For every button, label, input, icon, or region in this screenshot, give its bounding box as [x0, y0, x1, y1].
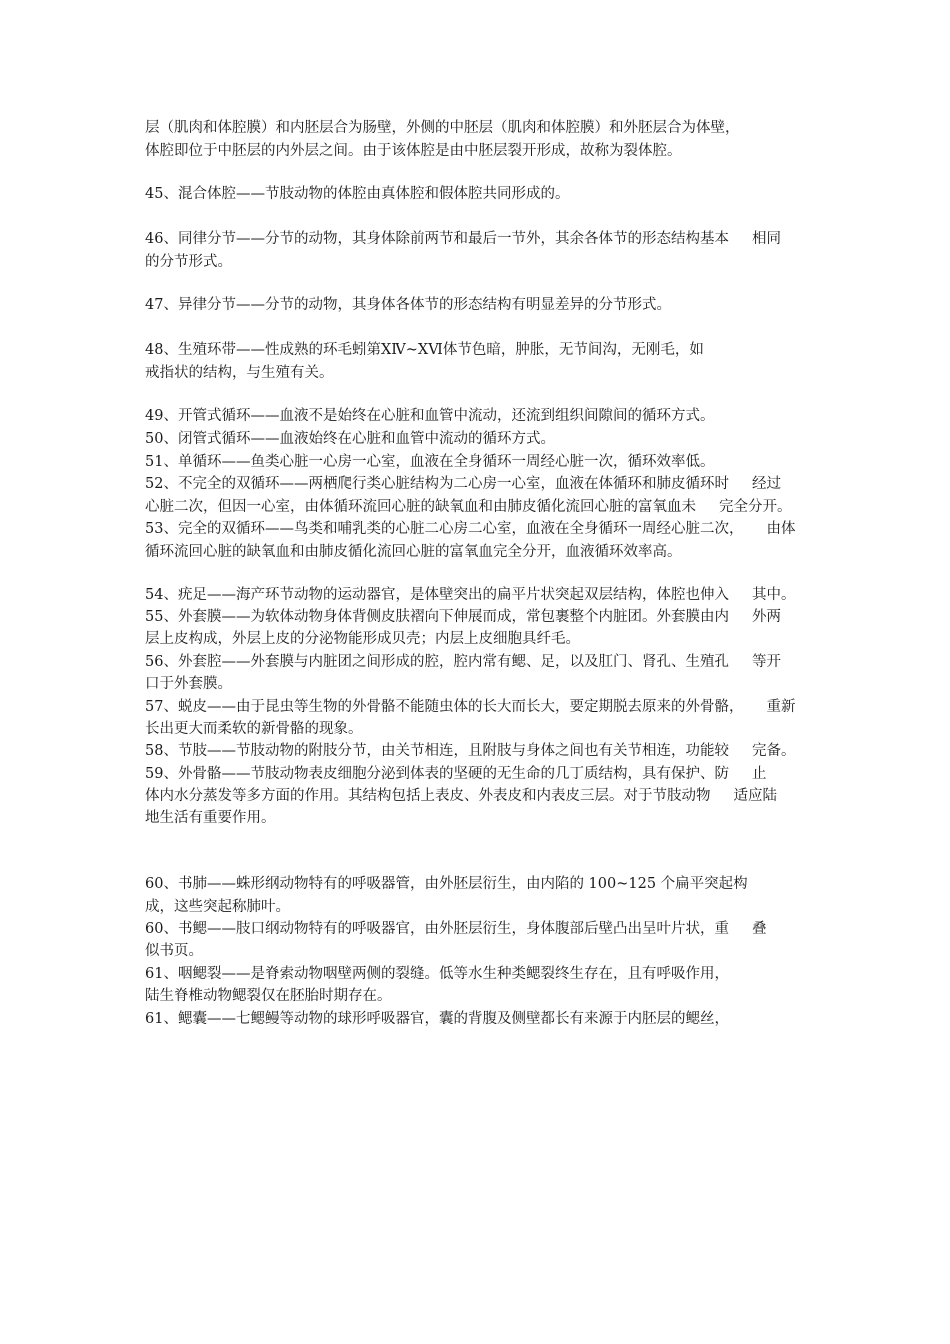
text-line: 58、节肢——节肢动物的附肢分节，由关节相连，且附肢与身体之间也有关节相连，功能较 完备。 — [145, 743, 796, 759]
text-line: 48、生殖环带——性成熟的环毛蚓第ⅩⅣ~ⅩⅥ体节色暗，肿胀，无节间沟，无刚毛，如 — [145, 342, 704, 358]
text-line: 50、闭管式循环——血液始终在心脏和血管中流动的循环方式。 — [145, 431, 555, 447]
text-line: 45、混合体腔——节肢动物的体腔由真体腔和假体腔共同形成的。 — [145, 186, 570, 202]
text-line: 层（肌肉和体腔膜）和内胚层合为肠壁，外侧的中胚层（肌肉和体腔膜）和外胚层合为体壁， — [145, 120, 740, 136]
text-line: 49、开管式循环——血液不是始终在心脏和血管中流动，还流到组织间隙间的循环方式。 — [145, 408, 715, 424]
text-line: 成，这些突起称肺叶。 — [145, 899, 290, 915]
text-line: 57、蜕皮——由于昆虫等生物的外骨骼不能随虫体的长大而长大，要定期脱去原来的外骨骼， 重新 — [145, 699, 796, 715]
text-line: 60、书鳃——肢口纲动物特有的呼吸器官，由外胚层衍生，身体腹部后壁凸出呈叶片状，重 叠 — [145, 921, 767, 937]
text-line: 56、外套腔——外套膜与内脏团之间形成的腔，腔内常有鳃、足，以及肛门、肾孔、生殖孔 等开 — [145, 654, 781, 670]
text-line: 53、完全的双循环——鸟类和哺乳类的心脏二心房二心室，血液在全身循环一周经心脏二次， 由体 — [145, 521, 796, 537]
text-line: 55、外套膜——为软体动物身体背侧皮肤褶向下伸展而成，常包裹整个内脏团。外套膜由内 外两 — [145, 609, 781, 625]
text-line: 心脏二次，但因一心室，由体循环流回心脏的缺氧血和由肺皮循化流回心脏的富氧血未 完全分开。 — [145, 499, 792, 515]
text-line: 46、同律分节——分节的动物，其身体除前两节和最后一节外，其余各体节的形态结构基本 相同 — [145, 231, 781, 247]
text-line: 61、咽鳃裂——是脊索动物咽壁两侧的裂缝。低等水生种类鳃裂终生存在，且有呼吸作用， — [145, 966, 729, 982]
text-line: 59、外骨骼——节肢动物表皮细胞分泌到体表的坚硬的无生命的几丁质结构，具有保护、防 止 — [145, 766, 767, 782]
text-line: 地生活有重要作用。 — [145, 810, 276, 826]
text-line: 层上皮构成，外层上皮的分泌物能形成贝壳；内层上皮细胞具纤毛。 — [145, 631, 580, 647]
text-line: 47、异律分节——分节的动物，其身体各体节的形态结构有明显差异的分节形式。 — [145, 297, 671, 313]
text-line: 体内水分蒸发等多方面的作用。其结构包括上表皮、外表皮和内表皮三层。对于节肢动物 适应陆 — [145, 788, 778, 804]
text-line: 51、单循环——鱼类心脏一心房一心室，血液在全身循环一周经心脏一次，循环效率低。 — [145, 454, 715, 470]
text-line: 61、鳃囊——七鳃鳗等动物的球形呼吸器官，囊的背腹及侧壁都长有来源于内胚层的鳃丝， — [145, 1011, 729, 1027]
text-line: 戒指状的结构，与生殖有关。 — [145, 365, 334, 381]
text-line: 口于外套膜。 — [145, 676, 232, 692]
text-line: 体腔即位于中胚层的内外层之间。由于该体腔是由中胚层裂开形成，故称为裂体腔。 — [145, 143, 682, 159]
text-line: 52、不完全的双循环——两栖爬行类心脏结构为二心房一心室，血液在体循环和肺皮循环时 经过 — [145, 476, 781, 492]
text-line: 陆生脊椎动物鳃裂仅在胚胎时期存在。 — [145, 988, 392, 1004]
text-line: 54、疣足——海产环节动物的运动器官，是体壁突出的扁平片状突起双层结构，体腔也伸入 其中。 — [145, 587, 796, 603]
text-line: 循环流回心脏的缺氧血和由肺皮循化流回心脏的富氧血完全分开，血液循环效率高。 — [145, 544, 682, 560]
text-line: 似书页。 — [145, 943, 203, 959]
text-line: 的分节形式。 — [145, 254, 232, 270]
text-line: 60、书肺——蛛形纲动物特有的呼吸器管，由外胚层衍生，由内陷的 100~125 个扁平突起构 — [145, 876, 748, 892]
text-line: 长出更大而柔软的新骨骼的现象。 — [145, 721, 363, 737]
